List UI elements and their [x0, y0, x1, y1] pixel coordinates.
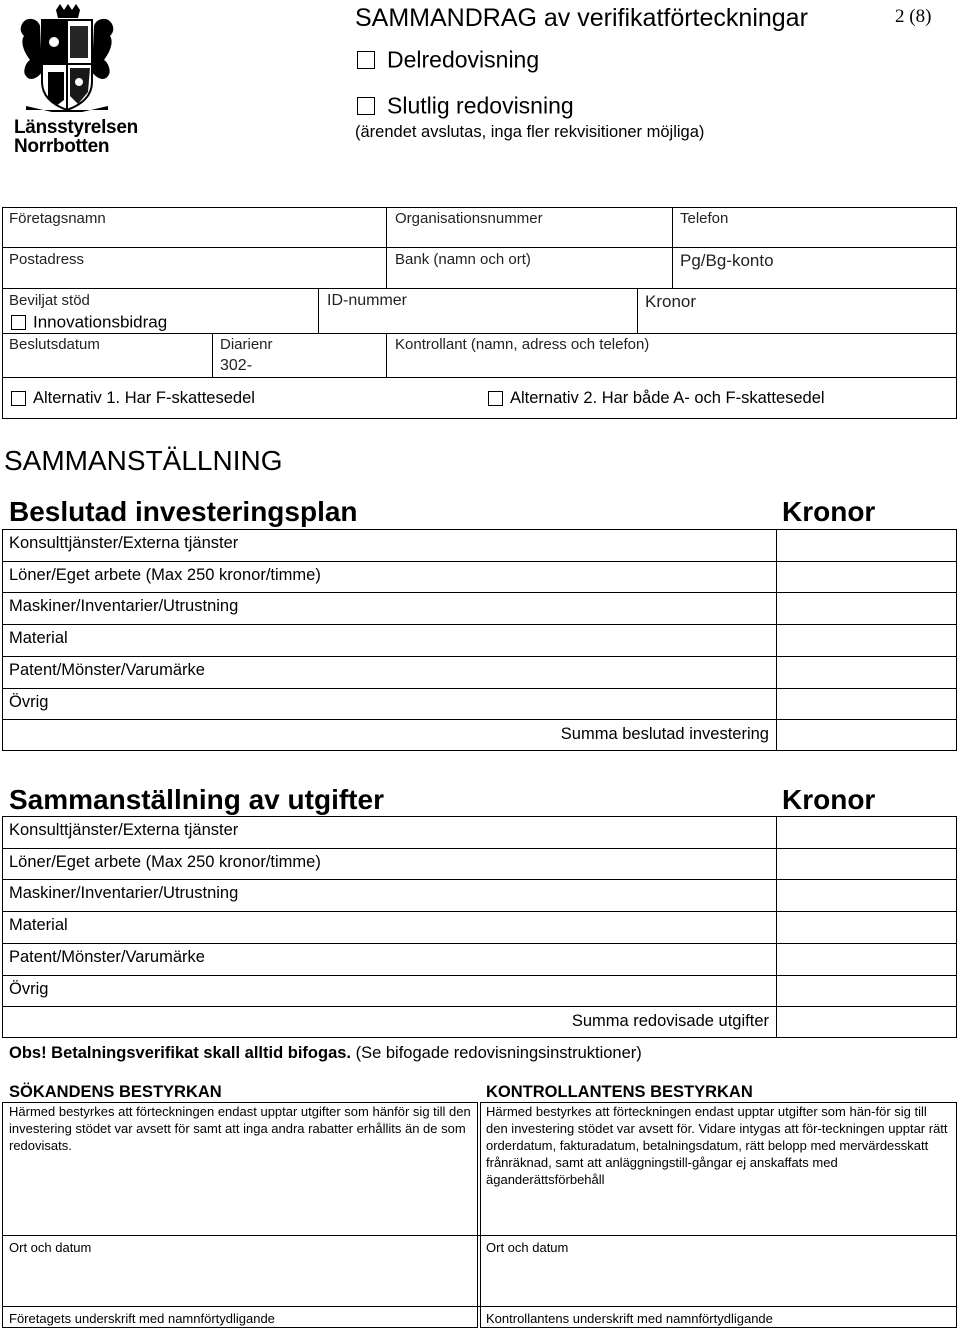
plan-sum-label: Summa beslutad investering	[560, 725, 769, 743]
innovation-label: Innovationsbidrag	[33, 312, 168, 332]
expenses-amount-divider	[776, 816, 777, 1038]
controller-input[interactable]	[395, 356, 950, 372]
option-final[interactable]	[357, 91, 574, 119]
final-checkbox[interactable]	[357, 97, 375, 115]
expenses-row-line	[2, 911, 957, 912]
plan-row-label: Maskiner/Inventarier/Utrustning	[9, 597, 239, 615]
pg-bg-label: Pg/Bg-konto	[680, 251, 774, 270]
address-input[interactable]	[9, 269, 379, 285]
expenses-row-label: Patent/Mönster/Varumärke	[9, 948, 205, 966]
plan-row-label: Övrig	[9, 693, 49, 711]
innovation-option[interactable]	[11, 312, 167, 333]
expenses-sum-label: Summa redovisade utgifter	[571, 1012, 769, 1030]
attachment-note-bold: Obs! Betalningsverifikat skall alltid bifogas.	[9, 1044, 352, 1062]
expenses-row-line	[2, 848, 957, 849]
expenses-heading: Sammanställning av utgifter	[9, 784, 384, 815]
alt2-checkbox[interactable]	[488, 391, 503, 406]
expenses-row-line	[2, 1006, 957, 1007]
expenses-row-label: Maskiner/Inventarier/Utrustning	[9, 884, 239, 902]
partial-checkbox[interactable]	[357, 51, 375, 69]
plan-row-line	[2, 656, 957, 657]
plan-sum-input[interactable]	[782, 725, 950, 745]
decision-date-label: Beslutsdatum	[9, 336, 100, 353]
company-label: Företagsnamn	[9, 210, 106, 227]
plan-row-line	[2, 561, 957, 562]
expenses-amount-input[interactable]	[782, 854, 950, 874]
plan-row-label: Löner/Eget arbete (Max 250 kronor/timme)	[9, 566, 321, 584]
plan-amount-input[interactable]	[782, 630, 950, 650]
plan-row-line	[2, 592, 957, 593]
org-number-input[interactable]	[395, 228, 665, 244]
pg-bg-input[interactable]	[680, 270, 950, 286]
kronor-label: Kronor	[645, 292, 697, 311]
applicant-text: Härmed bestyrkes att förteckningen endast upptar utgifter som hänför sig till den investering stödet var avsett för samt att inga andra rabatter erhållits än de som redovisats.	[9, 1104, 471, 1153]
alt1-label: Alternativ 1. Har F-skattesedel	[33, 389, 255, 408]
applicant-place-date-label: Ort och datum	[9, 1240, 92, 1255]
granted-support-label: Beviljat stöd	[9, 292, 90, 309]
expenses-row-line	[2, 943, 957, 944]
option-partial-label: Delredovisning	[387, 46, 540, 73]
decision-date-input[interactable]	[9, 356, 204, 372]
alt2-label: Alternativ 2. Har både A- och F-skattesedel	[510, 389, 825, 408]
expenses-amount-input[interactable]	[782, 885, 950, 905]
final-note: (ärendet avslutas, inga fler rekvisitioner möjliga)	[355, 123, 705, 141]
logo-line-1: Länsstyrelsen	[14, 117, 138, 138]
expenses-sum-input[interactable]	[782, 1012, 950, 1032]
plan-row-label: Konsulttjänster/Externa tjänster	[9, 534, 239, 552]
expenses-kronor-heading: Kronor	[782, 784, 876, 815]
expenses-amount-input[interactable]	[782, 949, 950, 969]
id-number-input[interactable]	[327, 313, 627, 329]
page-number: 2 (8)	[895, 6, 932, 27]
address-label: Postadress	[9, 251, 85, 268]
controller-place-date-input[interactable]	[486, 1260, 946, 1300]
expenses-amount-input[interactable]	[782, 822, 950, 842]
plan-row-label: Patent/Mönster/Varumärke	[9, 661, 205, 679]
controller-place-date-label: Ort och datum	[486, 1240, 569, 1255]
phone-label: Telefon	[680, 210, 729, 227]
logo-line-2: Norrbotten	[14, 136, 110, 157]
plan-amount-input[interactable]	[782, 535, 950, 555]
kronor-input[interactable]	[645, 313, 945, 329]
controller-heading: KONTROLLANTENS BESTYRKAN	[486, 1083, 753, 1101]
controller-text: Härmed bestyrkes att förteckningen endast upptar utgifter som hän-för sig till den investering stödet var avsett för. Vidare intygas att för-teckningen upptar rätt orderdatum, fakturadatum, betalningsdatum, rätt belopp med mervärdesskatt frånräknad, samt att anläggningstill-gångar ej anskaffats med äganderättsförbehåll	[486, 1104, 948, 1187]
county-logo	[12, 2, 138, 157]
applicant-signature-label: Företagets underskrift med namnförtydligande	[9, 1311, 275, 1326]
controller-signature-label: Kontrollantens underskrift med namnförtydligande	[486, 1311, 773, 1326]
alt1-checkbox[interactable]	[11, 391, 26, 406]
alt2-option[interactable]	[488, 389, 825, 408]
applicant-heading: SÖKANDENS BESTYRKAN	[9, 1083, 222, 1101]
diarienr-value: 302-	[220, 357, 253, 374]
diarienr-label: Diarienr	[220, 336, 273, 353]
bank-label: Bank (namn och ort)	[395, 251, 531, 268]
expenses-row-label: Konsulttjänster/Externa tjänster	[9, 821, 239, 839]
alt1-option[interactable]	[11, 389, 255, 408]
coat-of-arms-icon	[12, 2, 122, 114]
company-input[interactable]	[9, 228, 379, 244]
plan-amount-input[interactable]	[782, 567, 950, 587]
plan-amount-input[interactable]	[782, 598, 950, 618]
attachment-note	[9, 1044, 642, 1063]
option-partial[interactable]	[357, 45, 539, 73]
bank-input[interactable]	[395, 269, 665, 285]
expenses-amount-input[interactable]	[782, 917, 950, 937]
plan-row-line	[2, 719, 957, 720]
expenses-row-label: Material	[9, 916, 68, 934]
expenses-amount-input[interactable]	[782, 981, 950, 1001]
plan-amount-input[interactable]	[782, 694, 950, 714]
plan-row-line	[2, 624, 957, 625]
document-title: SAMMANDRAG av verifikatförteckningar	[355, 4, 808, 32]
expenses-row-line	[2, 879, 957, 880]
attachment-note-rest: (Se bifogade redovisningsinstruktioner)	[355, 1044, 642, 1062]
applicant-place-date-input[interactable]	[9, 1260, 469, 1300]
org-number-label: Organisationsnummer	[395, 210, 543, 227]
expenses-row-label: Löner/Eget arbete (Max 250 kronor/timme)	[9, 853, 321, 871]
plan-amount-divider	[776, 529, 777, 751]
plan-heading: Beslutad investeringsplan	[9, 496, 358, 527]
plan-row-line	[2, 688, 957, 689]
plan-kronor-heading: Kronor	[782, 496, 876, 527]
option-final-label: Slutlig redovisning	[387, 92, 574, 119]
phone-input[interactable]	[680, 228, 950, 244]
plan-row-label: Material	[9, 629, 68, 647]
expenses-row-line	[2, 975, 957, 976]
id-number-label: ID-nummer	[327, 292, 408, 309]
innovation-checkbox[interactable]	[11, 315, 26, 330]
controller-label: Kontrollant (namn, adress och telefon)	[395, 336, 650, 353]
plan-amount-input[interactable]	[782, 662, 950, 682]
expenses-row-label: Övrig	[9, 980, 49, 998]
summary-title: SAMMANSTÄLLNING	[4, 445, 283, 476]
